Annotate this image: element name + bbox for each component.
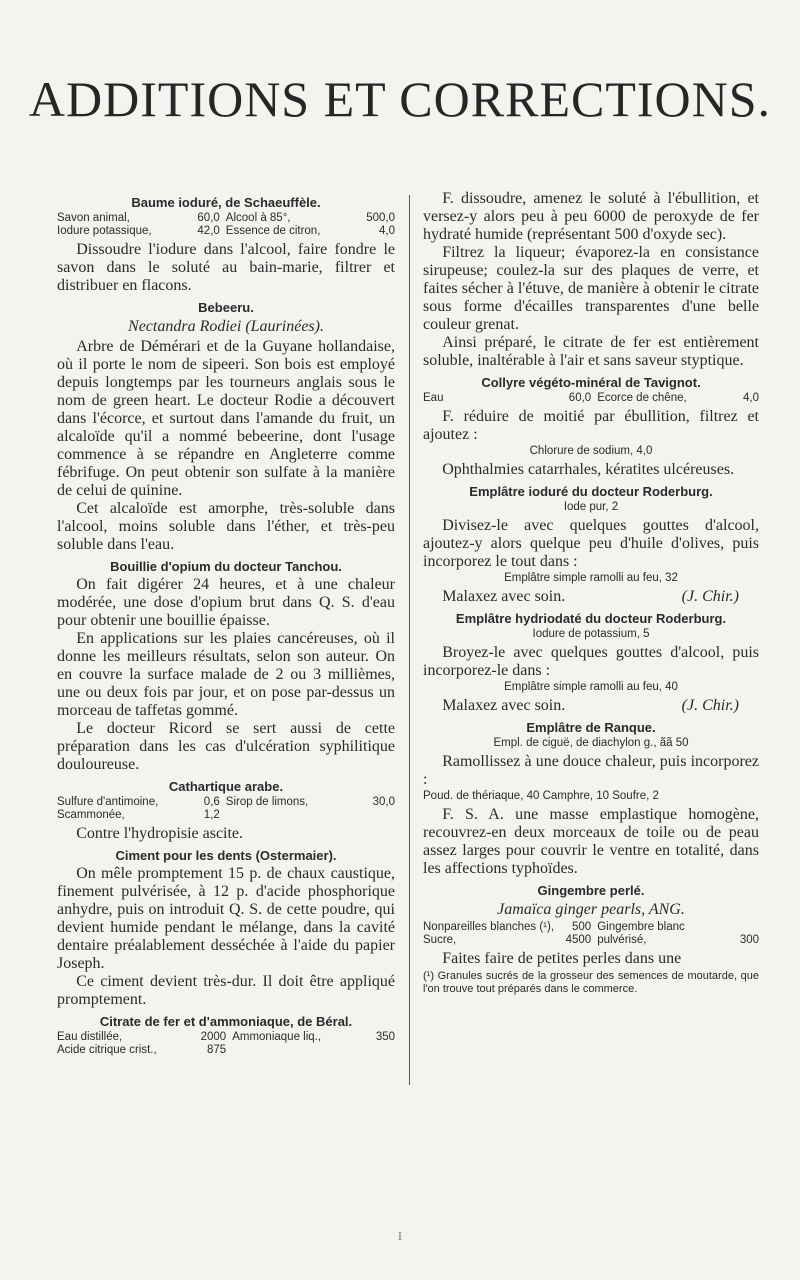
footnote: (¹) Granules sucrés de la grosseur des semences de moutarde, que l'on trouve tout préparés dans le commerce. <box>423 970 759 995</box>
ingredient: Sulfure d'antimoine, <box>57 796 159 808</box>
paragraph: Faites faire de petites perles dans une <box>442 950 682 967</box>
entry-heading: Bouillie d'opium du docteur Tanchou. <box>110 559 342 574</box>
recipe-line: Emplâtre simple ramolli au feu, 32 <box>504 572 678 584</box>
paragraph: Le docteur Ricord se sert aussi de cette préparation dans les cas d'ulcération syphilitique douloureuse. <box>57 720 395 773</box>
ingredient: Eau distillée, <box>57 1031 123 1043</box>
recipe-line: Poud. de thériaque, 40 Camphre, 10 Soufre, 2 <box>423 790 659 802</box>
page-title: ADDITIONS ET CORRECTIONS. <box>28 71 772 127</box>
paragraph: Ce ciment devient très-dur. Il doit être appliqué promptement. <box>57 973 395 1008</box>
quantity: 1,2 <box>203 809 220 821</box>
ingredient <box>232 1044 370 1057</box>
entry-heading: Baume ioduré, de Schaeuffèle. <box>131 195 321 210</box>
page-mark: I <box>398 1232 402 1243</box>
ingredient: Gingembre blanc <box>597 921 685 933</box>
entry-heading: Cathartique arabe. <box>168 779 284 794</box>
quantity <box>376 1044 395 1057</box>
quantity: 500 <box>572 921 592 933</box>
entry-heading: Collyre végéto-minéral de Tavignot. <box>481 375 701 390</box>
paragraph: Ramollissez à une douce chaleur, puis incorporez : <box>423 753 759 788</box>
paragraph: Arbre de Démérari et de la Guyane hollandaise, où il porte le nom de sipeeri. Son bois est employé depuis longtemps par les tourneurs anglais sous le nom de green heart. Le docteur Rodie a découvert dans l'écorce, et surtout dans l'amande du fruit, un alcaloïde qu'il a nommé bebeerine, dont l'usage commence à se répandre en Angleterre comme fébrifuge. On peut obtenir son sulfate à la manière de celui de quinine. <box>57 338 395 499</box>
paragraph: Filtrez la liqueur; évaporez-la en consistance sirupeuse; coulez-la sur des plaques de verre, et faites sécher à l'étuve, de manière à obtenir le citrate sous forme d'écailles transparentes d'une belle couleur grenat. <box>423 244 759 333</box>
entry-subheading: Jamaïca ginger pearls, ANG. <box>497 901 685 918</box>
left-column <box>57 190 395 1060</box>
ingredient: Acide citrique crist., <box>57 1044 157 1056</box>
quantity: 60,0 <box>197 212 220 224</box>
quantity: 300 <box>739 934 759 946</box>
entry-subheading: Nectandra Rodiei (Laurinées). <box>128 318 324 335</box>
entry-heading: Gingembre perlé. <box>537 883 645 898</box>
reference: (J. Chir.) <box>681 697 739 714</box>
entry-heading: Emplâtre ioduré du docteur Roderburg. <box>469 484 713 499</box>
quantity: 500,0 <box>366 212 395 224</box>
paragraph: Broyez-le avec quelques gouttes d'alcool, puis incorporez-le dans : <box>423 644 759 679</box>
quantity: 4500 <box>565 934 592 946</box>
column-divider <box>409 195 410 1085</box>
paragraph: On fait digérer 24 heures, et à une chaleur modérée, une dose d'opium brut dans Q. S. d'eau pour obtenir une bouillie épaisse. <box>57 576 395 629</box>
entry-heading: Emplâtre de Ranque. <box>526 720 656 735</box>
ingredient: Sucre, <box>423 934 457 946</box>
recipe-ingredients <box>57 1031 395 1057</box>
ingredient: Alcool à 85°, <box>225 212 291 224</box>
reference: (J. Chir.) <box>681 588 739 605</box>
paragraph: Ainsi préparé, le citrate de fer est entièrement soluble, inaltérable à l'air et sans saveur styptique. <box>423 334 759 369</box>
quantity <box>373 809 395 822</box>
paragraph: Dissoudre l'iodure dans l'alcool, faire fondre le savon dans le soluté au bain-marie, filtrer et distribuer en flacons. <box>57 241 395 294</box>
entry-heading: Citrate de fer et d'ammoniaque, de Béral. <box>99 1014 353 1029</box>
paragraph: F. réduire de moitié par ébullition, filtrez et ajoutez : <box>423 408 759 443</box>
paragraph: Cet alcaloïde est amorphe, très-soluble dans l'alcool, moins soluble dans l'éther, et très-peu soluble dans l'eau. <box>57 500 395 553</box>
quantity: 60,0 <box>568 392 592 404</box>
ingredient: Eau <box>423 392 444 404</box>
ingredient: Ammoniaque liq., <box>232 1031 322 1043</box>
ingredient: Ecorce de chêne, <box>597 392 687 404</box>
quantity: 0,6 <box>203 796 220 808</box>
entry-heading: Bebeeru. <box>198 300 254 315</box>
entry-heading: Ciment pour les dents (Ostermaier). <box>115 848 337 863</box>
quantity <box>740 921 759 934</box>
right-column <box>423 190 759 996</box>
paragraph: F. dissoudre, amenez le soluté à l'ébullition, et versez-y alors peu à peu 6000 de peroxyde de fer hydraté humide (représentant 500 d'oxyde sec). <box>423 190 759 243</box>
quantity: 350 <box>375 1031 395 1043</box>
entry-heading: Emplâtre hydriodaté du docteur Roderburg. <box>455 611 727 626</box>
recipe-line: Empl. de ciguë, de diachylon g., ãã 50 <box>493 737 689 749</box>
recipe-line: Emplâtre simple ramolli au feu, 40 <box>504 681 678 693</box>
paragraph: Contre l'hydropisie ascite. <box>76 825 244 842</box>
quantity: 2000 <box>200 1031 227 1043</box>
ingredient: Nonpareilles blanches (¹), <box>423 921 555 933</box>
instruction: Malaxez avec soin. <box>442 588 566 605</box>
recipe-ingredients <box>57 796 395 822</box>
paragraph <box>423 697 759 715</box>
paragraph: F. S. A. une masse emplastique homogène, recouvrez-en deux morceaux de toile ou de peau assez larges pour couvrir le ventre en totalité, dans les affections typhoïdes. <box>423 806 759 877</box>
quantity: 30,0 <box>372 796 395 808</box>
paragraph <box>423 588 759 606</box>
ingredient: Sirop de limons, <box>225 796 309 808</box>
ingredient: Essence de citron, <box>225 225 321 237</box>
recipe-line: Iode pur, 2 <box>563 501 619 513</box>
recipe-ingredients <box>423 921 759 947</box>
paragraph: Ophthalmies catarrhales, kératites ulcéreuses. <box>442 461 735 478</box>
quantity: 4,0 <box>743 392 759 404</box>
ingredient <box>226 809 367 822</box>
ingredient: Savon animal, <box>57 212 130 224</box>
quantity: 875 <box>207 1044 227 1056</box>
ingredient: pulvérisé, <box>597 934 647 946</box>
instruction: Malaxez avec soin. <box>442 697 566 714</box>
quantity: 42,0 <box>197 225 220 237</box>
quantity: 4,0 <box>379 225 395 237</box>
ingredient: Scammonée, <box>57 809 125 821</box>
ingredient: Iodure potassique, <box>57 225 152 237</box>
recipe-line: Chlorure de sodium, 4,0 <box>529 445 653 457</box>
paragraph: On mêle promptement 15 p. de chaux caustique, finement pulvérisée, à 12 p. d'acide phosphorique anhydre, puis on introduit Q. S. de cette poudre, qui devient humide pendant le mélange, dans la cavité dentaire préalablement desséchée à l'aide du papier Joseph. <box>57 865 395 972</box>
recipe-ingredients <box>57 212 395 238</box>
recipe-ingredients <box>423 392 759 405</box>
recipe-line: Iodure de potassium, 5 <box>532 628 650 640</box>
paragraph: En applications sur les plaies cancéreuses, où il donne les meilleurs résultats, selon son auteur. On en couvre la surface malade de 2 ou 3 millièmes, une ou deux fois par jour, et on pose par-dessus un morceau de taffetas gommé. <box>57 630 395 719</box>
paragraph: Divisez-le avec quelques gouttes d'alcool, ajoutez-y alors quelque peu d'huile d'olives, puis incorporez le tout dans : <box>423 517 759 570</box>
